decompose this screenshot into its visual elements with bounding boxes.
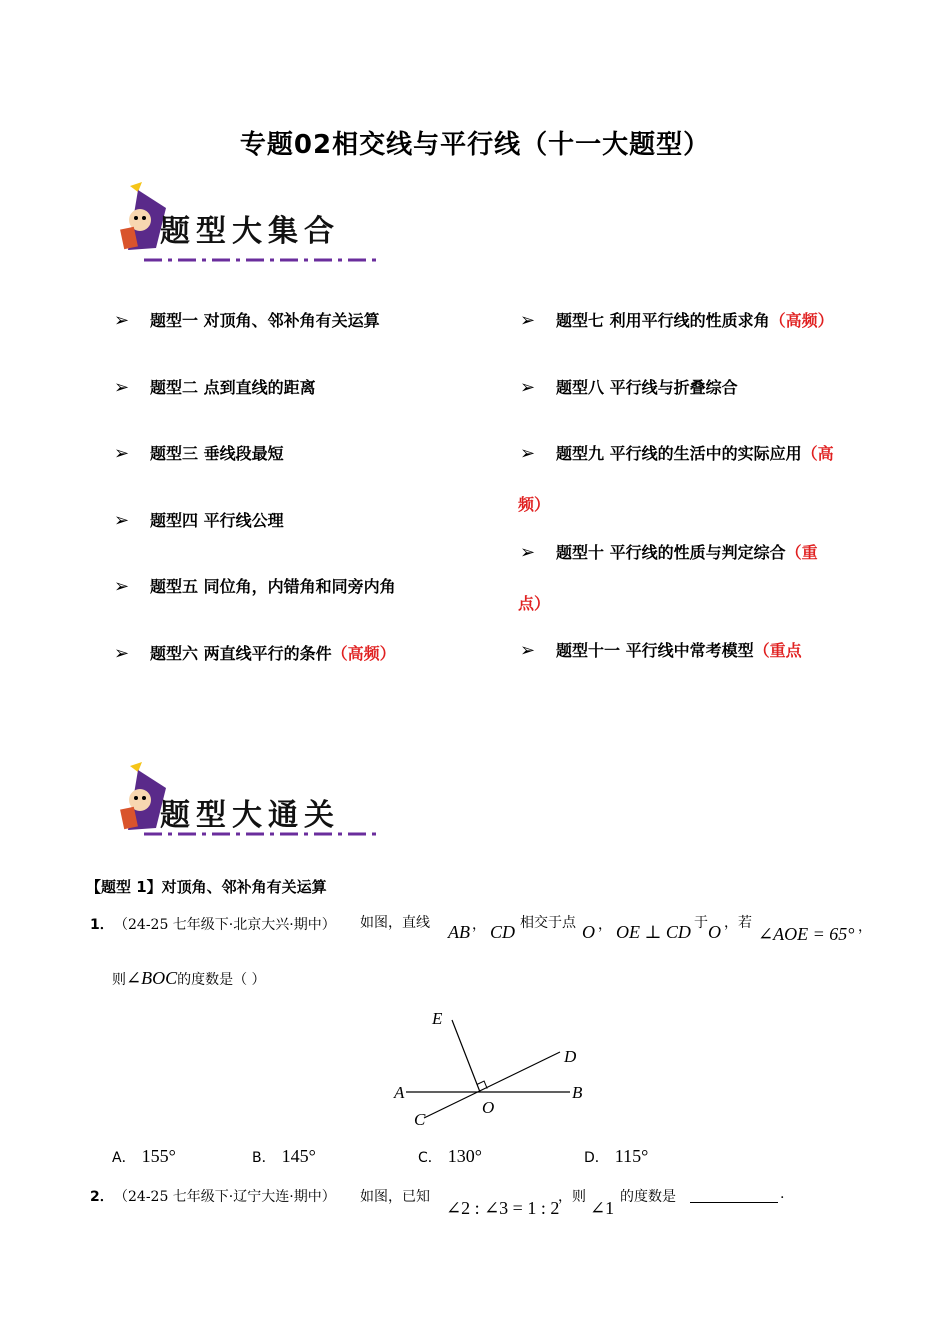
type-item-4: ➢ 题型四 平行线公理	[114, 510, 284, 531]
arrow-bullet-icon: ➢	[114, 576, 130, 597]
arrow-bullet-icon: ➢	[114, 443, 130, 464]
banner-type-practice	[108, 758, 378, 848]
question-number: 1．	[90, 917, 114, 933]
question-number: 2．	[90, 1189, 114, 1205]
type-item-8: ➢ 题型八 平行线与折叠综合	[520, 377, 738, 398]
section-heading: 【题型 1】对顶角、邻补角有关运算	[86, 878, 327, 896]
arrow-bullet-icon: ➢	[520, 542, 536, 563]
arrow-bullet-icon: ➢	[114, 643, 130, 664]
label-c: C	[414, 1110, 426, 1129]
banner-type-collection	[108, 178, 378, 268]
type-item-1: ➢ 题型一 对顶角、邻补角有关运算	[114, 310, 380, 331]
answer-blank[interactable]	[690, 1188, 778, 1203]
question-1: 1． （24-25 七年级下·北京大兴·期中） 如图，直线 AB ， CD 相交于点 O ， OE ⊥ CD 于 O ，若 ∠AOE = 65° ，	[90, 915, 872, 944]
label-d: D	[564, 1047, 577, 1066]
type-item-5: ➢ 题型五 同位角，内错角和同旁内角	[114, 576, 396, 597]
key-tag-continued: 点）	[518, 594, 551, 613]
question-source: （24-25 七年级下·辽宁大连·期中）	[114, 1189, 336, 1205]
banner-title: 题型大集合	[160, 214, 340, 249]
label-b: B	[572, 1083, 583, 1102]
frequency-tag-continued: 频）	[518, 495, 551, 514]
type-item-7: ➢ 题型七 利用平行线的性质求角（高频）	[520, 310, 834, 331]
arrow-bullet-icon: ➢	[520, 377, 536, 398]
option-a[interactable]: A． 155°	[112, 1146, 176, 1166]
frequency-tag: （高	[801, 444, 834, 463]
question-source: （24-25 七年级下·北京大兴·期中）	[114, 917, 336, 933]
option-b[interactable]: B． 145°	[252, 1146, 316, 1166]
option-d[interactable]: D． 115°	[584, 1146, 649, 1166]
type-item-2: ➢ 题型二 点到直线的距离	[114, 377, 316, 398]
label-a: A	[394, 1083, 405, 1102]
arrow-bullet-icon: ➢	[114, 510, 130, 531]
key-tag: （重	[785, 543, 818, 562]
ray-oe	[452, 1020, 480, 1092]
banner-title: 题型大通关	[160, 798, 340, 833]
geometry-figure	[380, 1000, 610, 1140]
frequency-tag: （高频）	[769, 311, 834, 330]
arrow-bullet-icon: ➢	[520, 443, 536, 464]
type-item-9: ➢ 题型九 平行线的生活中的实际应用（高	[520, 443, 834, 464]
type-item-3: ➢ 题型三 垂线段最短	[114, 443, 284, 464]
frequency-tag: （高频）	[331, 644, 396, 663]
key-tag: （重点	[753, 641, 802, 660]
label-o: O	[482, 1098, 495, 1117]
option-c[interactable]: C． 130°	[418, 1146, 482, 1166]
arrow-bullet-icon: ➢	[114, 310, 130, 331]
arrow-bullet-icon: ➢	[520, 310, 536, 331]
type-item-6: ➢ 题型六 两直线平行的条件（高频）	[114, 643, 396, 664]
arrow-bullet-icon: ➢	[114, 377, 130, 398]
question-2: 2． （24-25 七年级下·辽宁大连·期中） 如图，已知 ∠2 : ∠3 = 1 : 2 ，则 ∠1 的度数是 .	[90, 1186, 785, 1218]
label-e: E	[432, 1009, 443, 1028]
arrow-bullet-icon: ➢	[520, 640, 536, 661]
page-title: 专题02相交线与平行线（十一大题型）	[239, 130, 711, 160]
question-1-prompt: 则∠BOC的度数是（ ）	[112, 968, 266, 988]
type-item-11: ➢ 题型十一 平行线中常考模型（重点	[520, 640, 802, 661]
type-item-10: ➢ 题型十 平行线的性质与判定综合（重	[520, 542, 818, 563]
